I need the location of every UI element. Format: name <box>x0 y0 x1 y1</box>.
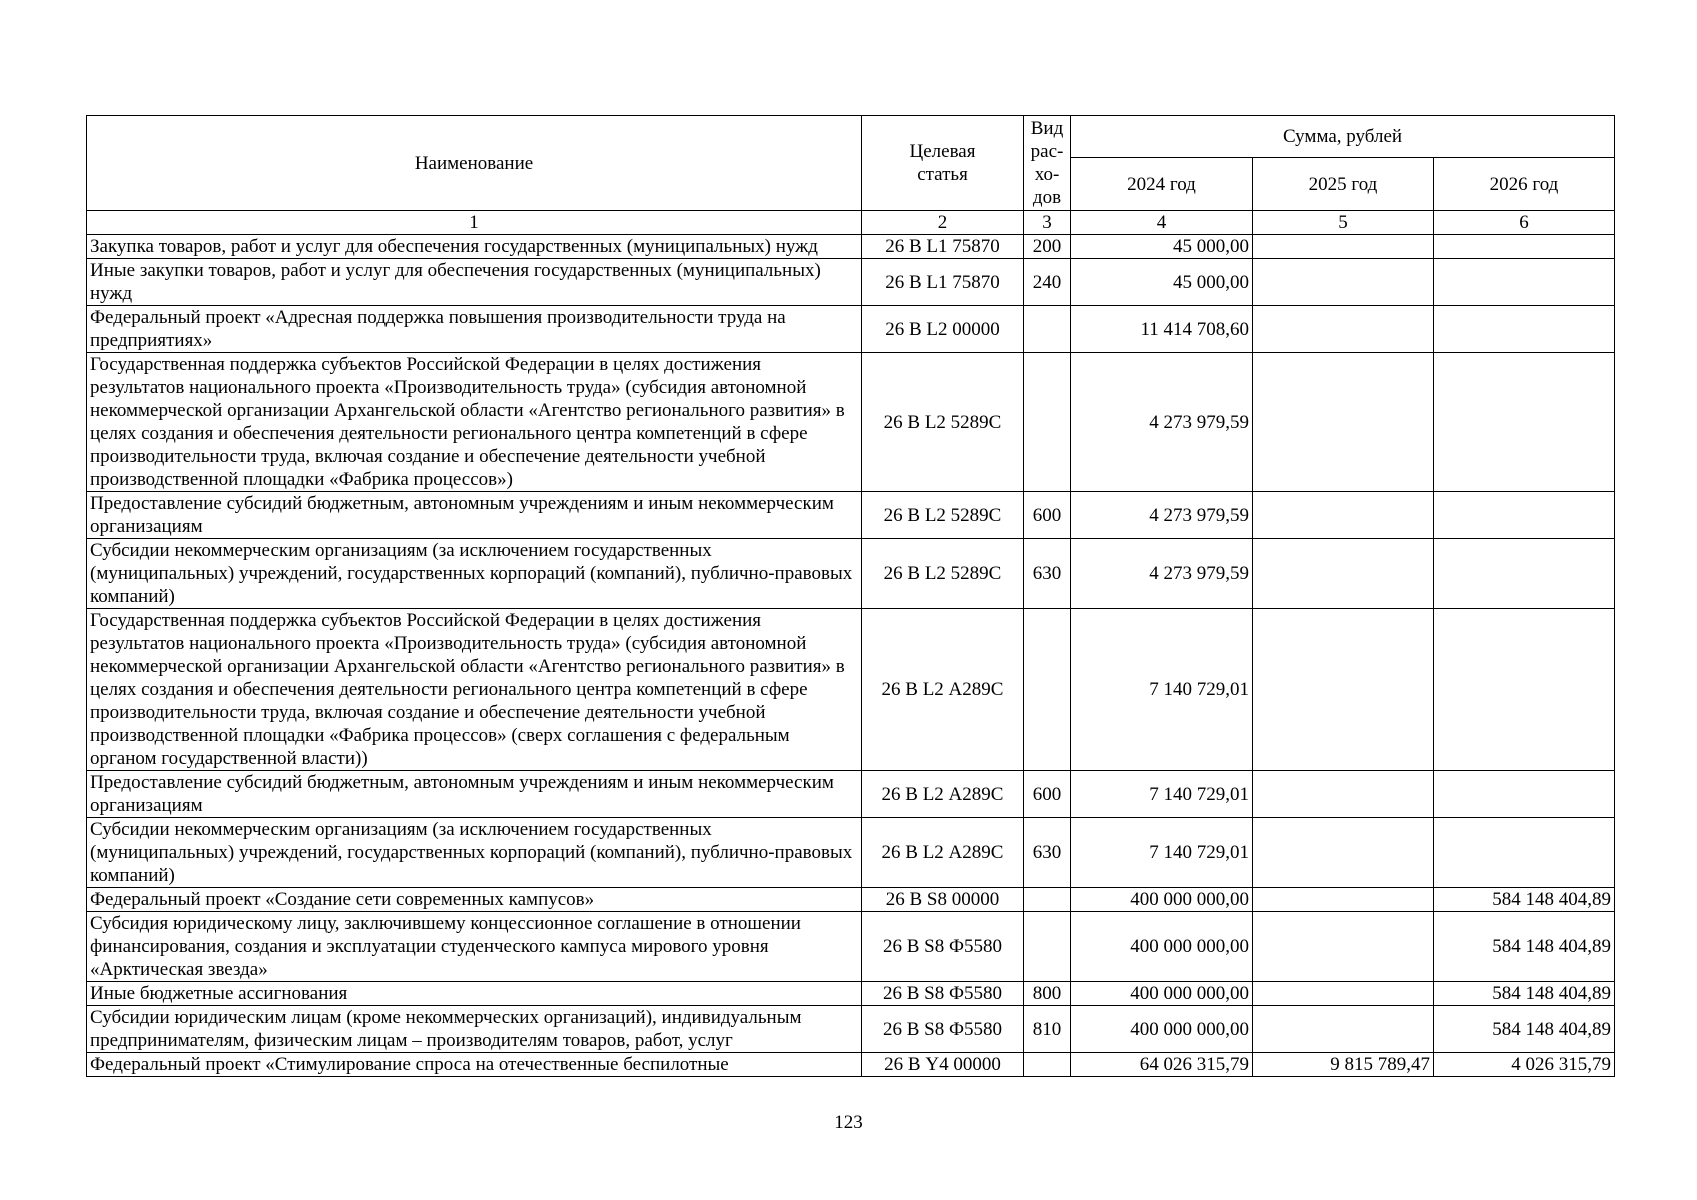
row-target: 26 В L1 75870 <box>862 235 1024 259</box>
row-sum-2024: 45 000,00 <box>1071 235 1253 259</box>
table-row <box>87 492 1615 539</box>
row-kind <box>1024 353 1071 492</box>
row-kind <box>1024 912 1071 982</box>
header-kind-line: хо- <box>1034 164 1060 185</box>
row-sum-2026: 584 148 404,89 <box>1434 982 1615 1006</box>
row-kind: 810 <box>1024 1006 1071 1053</box>
column-number: 2 <box>862 211 1024 235</box>
row-kind: 600 <box>1024 771 1071 818</box>
row-sum-2026: 584 148 404,89 <box>1434 888 1615 912</box>
row-sum-2025 <box>1253 1006 1434 1053</box>
column-number: 3 <box>1024 211 1071 235</box>
page-number: 123 <box>834 1112 863 1133</box>
row-kind <box>1024 1053 1071 1077</box>
table-row <box>87 1053 1615 1077</box>
column-number-row <box>87 211 1615 235</box>
row-sum-2024: 4 273 979,59 <box>1071 492 1253 539</box>
row-sum-2026 <box>1434 492 1615 539</box>
table-row <box>87 539 1615 609</box>
row-target: 26 В S8 Ф5580 <box>862 912 1024 982</box>
row-sum-2025 <box>1253 235 1434 259</box>
header-kind <box>1024 116 1071 211</box>
row-kind: 800 <box>1024 982 1071 1006</box>
row-sum-2024: 400 000 000,00 <box>1071 1006 1253 1053</box>
row-sum-2026 <box>1434 539 1615 609</box>
row-sum-2025 <box>1253 888 1434 912</box>
row-name: Федеральный проект «Стимулирование спроса на отечественные беспилотные <box>87 1053 862 1077</box>
row-sum-2026 <box>1434 259 1615 306</box>
row-target: 26 В L2 5289C <box>862 539 1024 609</box>
table-row <box>87 982 1615 1006</box>
row-sum-2025 <box>1253 912 1434 982</box>
table-row <box>87 259 1615 306</box>
table-row <box>87 888 1615 912</box>
header-kind-line: рас- <box>1030 141 1064 162</box>
column-number: 1 <box>87 211 862 235</box>
row-kind: 630 <box>1024 818 1071 888</box>
row-sum-2025 <box>1253 609 1434 771</box>
row-kind <box>1024 888 1071 912</box>
header-sum: Сумма, рублей <box>1071 116 1615 158</box>
table-row <box>87 912 1615 982</box>
row-target: 26 В L1 75870 <box>862 259 1024 306</box>
row-sum-2025 <box>1253 492 1434 539</box>
row-sum-2026 <box>1434 818 1615 888</box>
row-sum-2026 <box>1434 353 1615 492</box>
header-name: Наименование <box>87 116 862 211</box>
row-target: 26 В S8 Ф5580 <box>862 1006 1024 1053</box>
row-sum-2024: 400 000 000,00 <box>1071 912 1253 982</box>
row-sum-2025 <box>1253 353 1434 492</box>
row-name: Федеральный проект «Создание сети современных кампусов» <box>87 888 862 912</box>
row-sum-2024: 64 026 315,79 <box>1071 1053 1253 1077</box>
row-target: 26 В L2 00000 <box>862 306 1024 353</box>
row-sum-2025 <box>1253 982 1434 1006</box>
row-target: 26 В L2 5289C <box>862 353 1024 492</box>
row-name: Субсидии некоммерческим организациям (за исключением государственных (муниципальных) учреждений, государственных корпораций (компаний), публично-правовых компаний) <box>87 818 862 888</box>
row-kind <box>1024 609 1071 771</box>
table-row <box>87 771 1615 818</box>
row-target: 26 В L2 5289C <box>862 492 1024 539</box>
header-year-2025: 2025 год <box>1253 158 1434 211</box>
row-name: Федеральный проект «Адресная поддержка повышения производительности труда на предприятиях» <box>87 306 862 353</box>
row-target: 26 В S8 00000 <box>862 888 1024 912</box>
row-sum-2026: 584 148 404,89 <box>1434 1006 1615 1053</box>
row-kind: 200 <box>1024 235 1071 259</box>
row-target: 26 В L2 А289C <box>862 609 1024 771</box>
column-number: 6 <box>1434 211 1615 235</box>
row-sum-2024: 7 140 729,01 <box>1071 818 1253 888</box>
row-name: Субсидия юридическому лицу, заключившему концессионное соглашение в отношении финансирования, создания и эксплуатации студенческого кампуса мирового уровня «Арктическая звезда» <box>87 912 862 982</box>
row-name: Иные бюджетные ассигнования <box>87 982 862 1006</box>
row-sum-2025 <box>1253 306 1434 353</box>
row-sum-2026 <box>1434 771 1615 818</box>
row-sum-2024: 4 273 979,59 <box>1071 539 1253 609</box>
row-sum-2024: 7 140 729,01 <box>1071 609 1253 771</box>
column-number: 4 <box>1071 211 1253 235</box>
column-number: 5 <box>1253 211 1434 235</box>
row-target: 26 В S8 Ф5580 <box>862 982 1024 1006</box>
row-name: Субсидии юридическим лицам (кроме некоммерческих организаций), индивидуальным предпринимателям, физическим лицам – производителям товаров, работ, услуг <box>87 1006 862 1053</box>
row-sum-2026: 584 148 404,89 <box>1434 912 1615 982</box>
header-kind-line: дов <box>1032 187 1062 208</box>
row-sum-2024: 11 414 708,60 <box>1071 306 1253 353</box>
row-name: Закупка товаров, работ и услуг для обеспечения государственных (муниципальных) нужд <box>87 235 862 259</box>
row-sum-2024: 4 273 979,59 <box>1071 353 1253 492</box>
row-target: 26 В Y4 00000 <box>862 1053 1024 1077</box>
budget-table <box>86 115 1615 1077</box>
row-kind: 600 <box>1024 492 1071 539</box>
row-sum-2025 <box>1253 539 1434 609</box>
header-kind-line: Вид <box>1030 118 1064 139</box>
row-sum-2024: 7 140 729,01 <box>1071 771 1253 818</box>
row-name: Предоставление субсидий бюджетным, автономным учреждениям и иным некоммерческим организациям <box>87 492 862 539</box>
row-name: Субсидии некоммерческим организациям (за исключением государственных (муниципальных) учреждений, государственных корпораций (компаний), публично-правовых компаний) <box>87 539 862 609</box>
row-target: 26 В L2 А289C <box>862 818 1024 888</box>
table-row <box>87 818 1615 888</box>
table-row <box>87 609 1615 771</box>
row-sum-2026 <box>1434 609 1615 771</box>
row-name: Государственная поддержка субъектов Российской Федерации в целях достижения результатов национального проекта «Производительность труда» (субсидия автономной некоммерческой организации Архангельской области «Агентство регионального развития» в целях создания и обеспечения деятельности регионального центра компетенций в сфере производительности труда, включая создание и обеспечение деятельности учебной производственной площадки «Фабрика процессов») <box>87 353 862 492</box>
row-name: Государственная поддержка субъектов Российской Федерации в целях достижения результатов национального проекта «Производительность труда» (субсидия автономной некоммерческой организации Архангельской области «Агентство регионального развития» в целях создания и обеспечения деятельности регионального центра компетенций в сфере производительности труда, включая создание и обеспечение деятельности учебной производственной площадки «Фабрика процессов» (сверх соглашения с федеральным органом государственной власти)) <box>87 609 862 771</box>
row-name: Предоставление субсидий бюджетным, автономным учреждениям и иным некоммерческим организациям <box>87 771 862 818</box>
row-sum-2026 <box>1434 235 1615 259</box>
row-sum-2025 <box>1253 771 1434 818</box>
row-sum-2024: 45 000,00 <box>1071 259 1253 306</box>
row-sum-2025 <box>1253 259 1434 306</box>
row-sum-2026 <box>1434 306 1615 353</box>
header-year-2024: 2024 год <box>1071 158 1253 211</box>
row-sum-2025: 9 815 789,47 <box>1253 1053 1434 1077</box>
header-target: Целевая статья <box>862 116 1024 211</box>
row-kind: 630 <box>1024 539 1071 609</box>
row-name: Иные закупки товаров, работ и услуг для обеспечения государственных (муниципальных) нужд <box>87 259 862 306</box>
table-row <box>87 353 1615 492</box>
row-sum-2024: 400 000 000,00 <box>1071 888 1253 912</box>
row-kind <box>1024 306 1071 353</box>
row-sum-2024: 400 000 000,00 <box>1071 982 1253 1006</box>
table-row <box>87 1006 1615 1053</box>
header-year-2026: 2026 год <box>1434 158 1615 211</box>
row-sum-2025 <box>1253 818 1434 888</box>
row-kind: 240 <box>1024 259 1071 306</box>
table-row <box>87 306 1615 353</box>
row-target: 26 В L2 А289C <box>862 771 1024 818</box>
row-sum-2026: 4 026 315,79 <box>1434 1053 1615 1077</box>
table-row <box>87 235 1615 259</box>
